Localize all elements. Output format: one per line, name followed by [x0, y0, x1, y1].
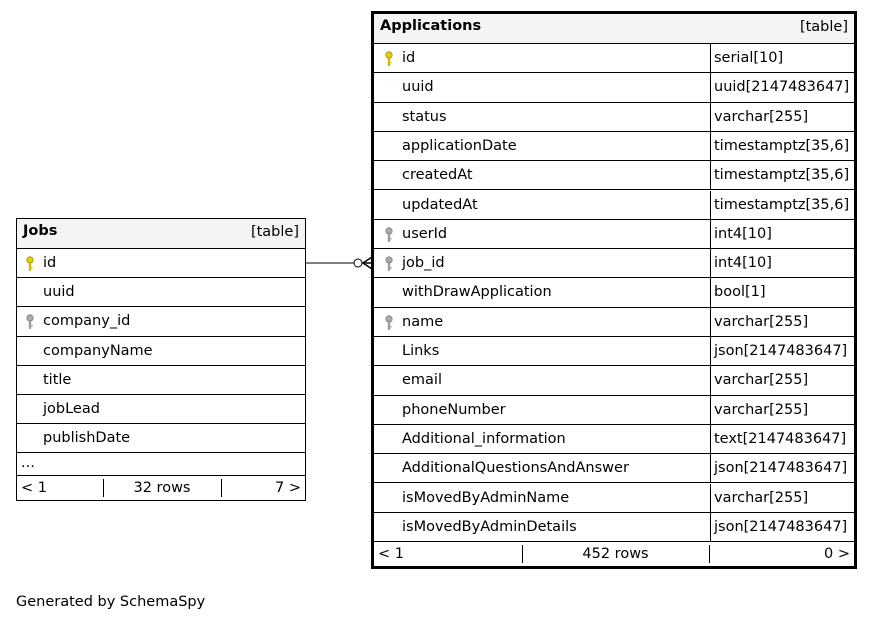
applications-column-type: timestamptz[35,6]: [714, 137, 850, 154]
jobs-next-count[interactable]: 7 >: [275, 480, 301, 497]
applications-column-type: uuid[2147483647]: [714, 79, 850, 96]
jobs-column-name: jobLead: [43, 401, 100, 417]
applications-column-name: Additional_information: [402, 430, 566, 447]
jobs-kind-label: [table]: [250, 224, 299, 240]
applications-column-name: isMovedByAdminDetails: [402, 518, 577, 535]
applications-column-name: updatedAt: [402, 196, 478, 213]
applications-column-name: createdAt: [402, 167, 473, 184]
applications-column-type: varchar[255]: [714, 489, 809, 506]
applications-column-type: int4[10]: [714, 255, 772, 272]
jobs-row-count: 32 rows: [133, 480, 191, 497]
applications-column-type: varchar[255]: [714, 313, 809, 330]
applications-next-count[interactable]: 0 >: [824, 546, 850, 563]
applications-column-name: uuid: [402, 79, 434, 96]
applications-column-name: isMovedByAdminName: [402, 489, 570, 506]
applications-column-name: applicationDate: [402, 137, 517, 154]
jobs-column-name: uuid: [43, 284, 75, 301]
applications-column-name: AdditionalQuestionsAndAnswer: [402, 460, 629, 477]
jobs-column-name: company_id: [43, 313, 131, 330]
jobs-column-name: publishDate: [43, 430, 131, 447]
jobs-column-name: id: [43, 255, 57, 271]
applications-column-name: withDrawApplication: [402, 284, 552, 301]
applications-column-name: email: [402, 372, 442, 389]
applications-column-name: status: [402, 108, 447, 125]
applications-column-name: id: [402, 50, 416, 66]
applications-column-type: timestamptz[35,6]: [714, 196, 850, 213]
jobs-prev-count[interactable]: < 1: [21, 480, 47, 497]
crow-foot-marker: [363, 257, 372, 269]
applications-column-name: name: [402, 313, 444, 330]
applications-column-type: varchar[255]: [714, 401, 809, 418]
applications-title: Applications: [380, 18, 482, 34]
applications-column-type: varchar[255]: [714, 372, 809, 389]
applications-column-name: job_id: [402, 255, 445, 272]
jobs-column-name: title: [43, 371, 72, 388]
applications-column-type: varchar[255]: [714, 108, 809, 125]
applications-column-type: bool[1]: [714, 284, 766, 301]
applications-column-type: json[2147483647]: [714, 460, 848, 477]
applications-column-name: phoneNumber: [402, 401, 506, 418]
applications-column-type: timestamptz[35,6]: [714, 167, 850, 184]
applications-column-type: serial[10]: [714, 50, 784, 66]
applications-column-name: userId: [402, 225, 448, 242]
applications-column-type: json[2147483647]: [714, 518, 848, 535]
applications-kind-label: [table]: [799, 19, 848, 35]
applications-column-name: Links: [402, 343, 440, 359]
applications-row-count: 452 rows: [582, 546, 649, 563]
jobs-title: Jobs: [23, 223, 58, 239]
jobs-column-name: companyName: [43, 342, 153, 359]
applications-column-type: int4[10]: [714, 225, 772, 242]
applications-column-type: json[2147483647]: [714, 343, 848, 359]
zero-marker: [354, 259, 362, 267]
applications-prev-count[interactable]: < 1: [378, 546, 404, 563]
generated-by-text: Generated by SchemaSpy: [16, 594, 206, 610]
applications-column-type: text[2147483647]: [714, 430, 847, 447]
jobs-more-indicator: ...: [21, 455, 35, 472]
